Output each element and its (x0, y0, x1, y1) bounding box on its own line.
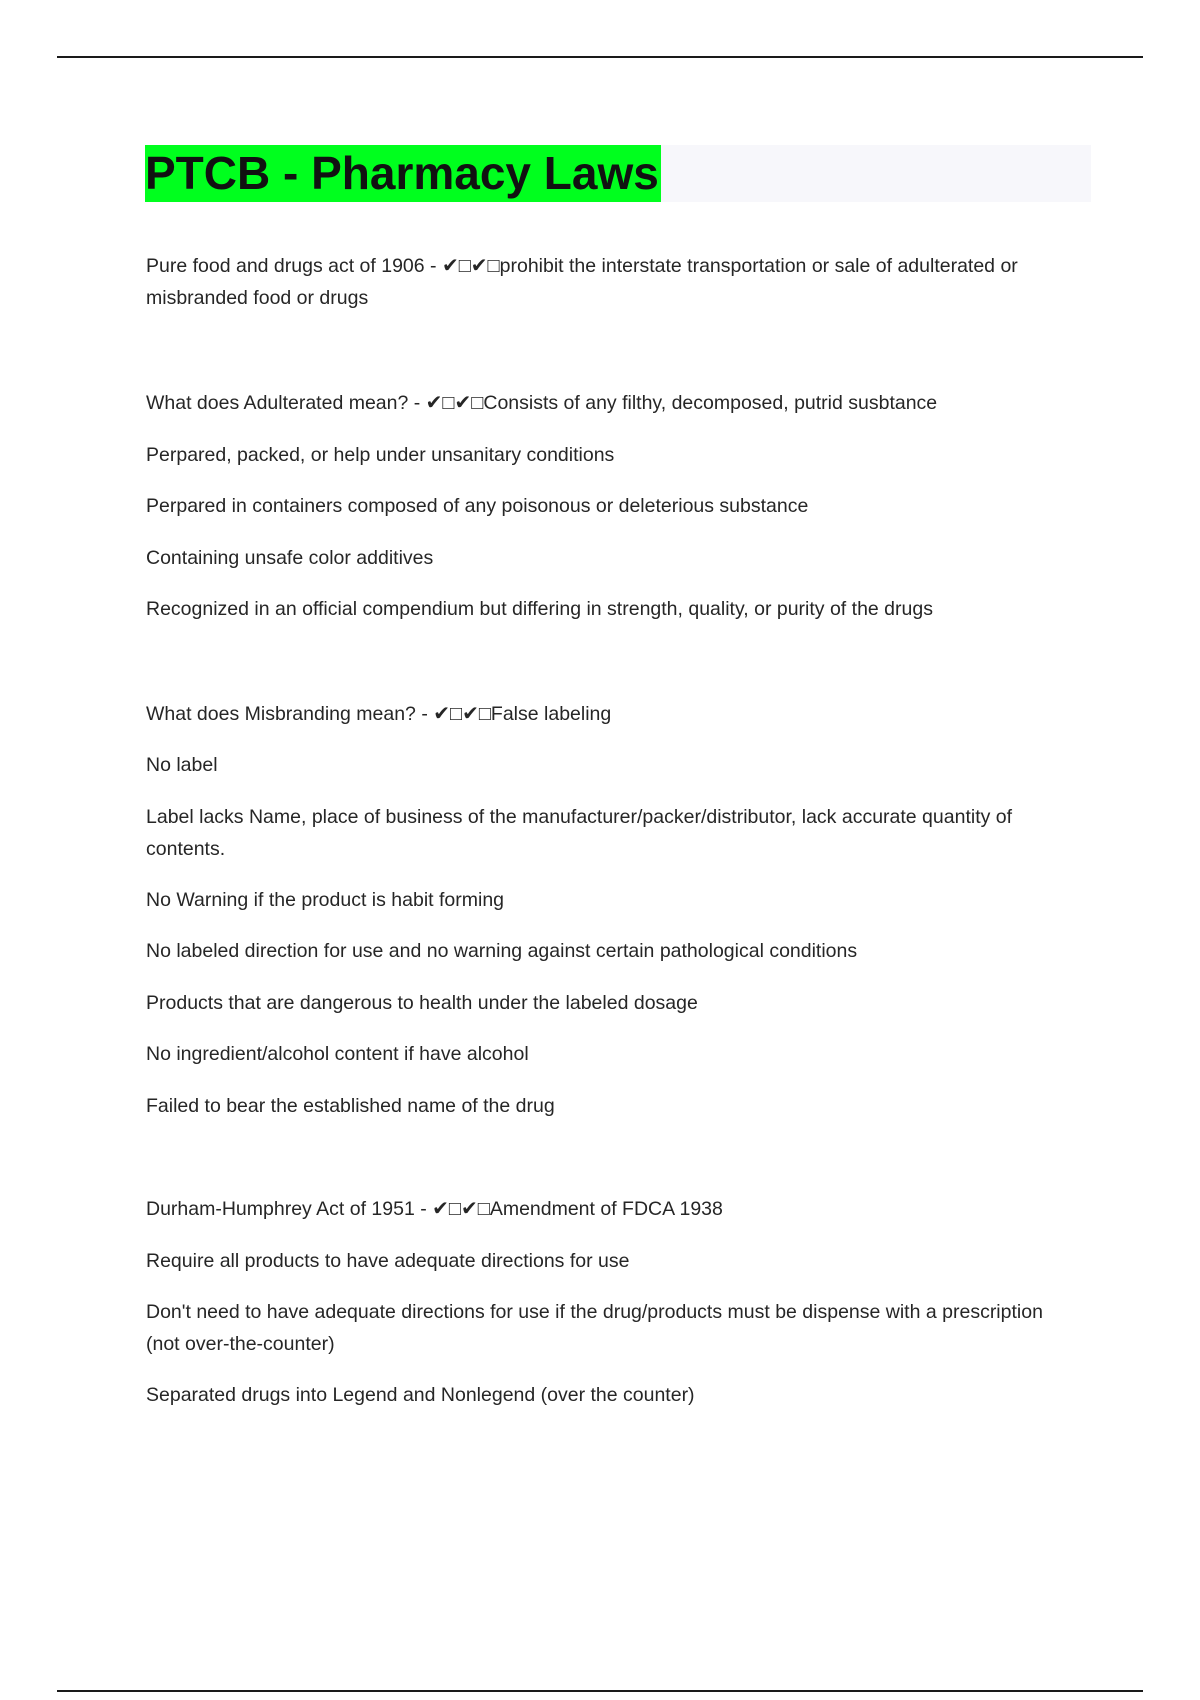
detail-line: Label lacks Name, place of business of the manufacturer/packer/distributor, lack accurate quantity of contents. (146, 806, 1013, 860)
detail-line: No labeled direction for use and no warning against certain pathological conditions (146, 940, 858, 962)
qa-pure-food-act (146, 250, 1076, 314)
question-text: Pure food and drugs act of 1906 - (146, 255, 442, 277)
check-marker-icon: ✔□✔□ (425, 392, 484, 414)
detail-line: Require all products to have adequate directions for use (146, 1250, 630, 1272)
question-text: What does Adulterated mean? - (146, 392, 426, 414)
qa-adulterated (146, 387, 1076, 419)
detail-line: Separated drugs into Legend and Nonlegend (over the counter) (146, 1384, 695, 1406)
detail-line: Don't need to have adequate directions for use if the drug/products must be dispense with a prescription (not over-the-counter) (146, 1301, 1043, 1355)
detail-line: Recognized in an official compendium but differing in strength, quality, or purity of the drugs (146, 598, 933, 620)
page-title: PTCB - Pharmacy Laws (145, 145, 661, 202)
qa-misbranding (146, 698, 1076, 730)
title-bar (145, 145, 1091, 202)
check-marker-icon: ✔□✔□ (441, 255, 500, 277)
detail-line: Perpared in containers composed of any poisonous or deleterious substance (146, 495, 809, 517)
detail-line: Products that are dangerous to health under the labeled dosage (146, 992, 698, 1014)
qa-durham-humphrey (146, 1193, 1076, 1225)
detail-line: No Warning if the product is habit forming (146, 889, 505, 911)
detail-line: Perpared, packed, or help under unsanitary conditions (146, 444, 615, 466)
header-rule (57, 56, 1143, 58)
answer-text: prohibit the interstate transportation or sale of adulterated or misbranded food or drugs (146, 255, 1018, 309)
detail-line: No ingredient/alcohol content if have alcohol (146, 1043, 529, 1065)
detail-line: Containing unsafe color additives (146, 547, 434, 569)
detail-line: Failed to bear the established name of the drug (146, 1095, 555, 1117)
footer-rule (57, 1690, 1143, 1692)
check-marker-icon: ✔□✔□ (433, 703, 491, 725)
answer-text: Consists of any filthy, decomposed, putrid susbtance (483, 392, 938, 414)
detail-line: No label (146, 754, 218, 776)
answer-text: Amendment of FDCA 1938 (489, 1198, 723, 1220)
question-text: Durham-Humphrey Act of 1951 - (146, 1198, 433, 1220)
question-text: What does Misbranding mean? - (146, 703, 434, 725)
answer-text: False labeling (490, 703, 612, 725)
check-marker-icon: ✔□✔□ (432, 1198, 490, 1220)
